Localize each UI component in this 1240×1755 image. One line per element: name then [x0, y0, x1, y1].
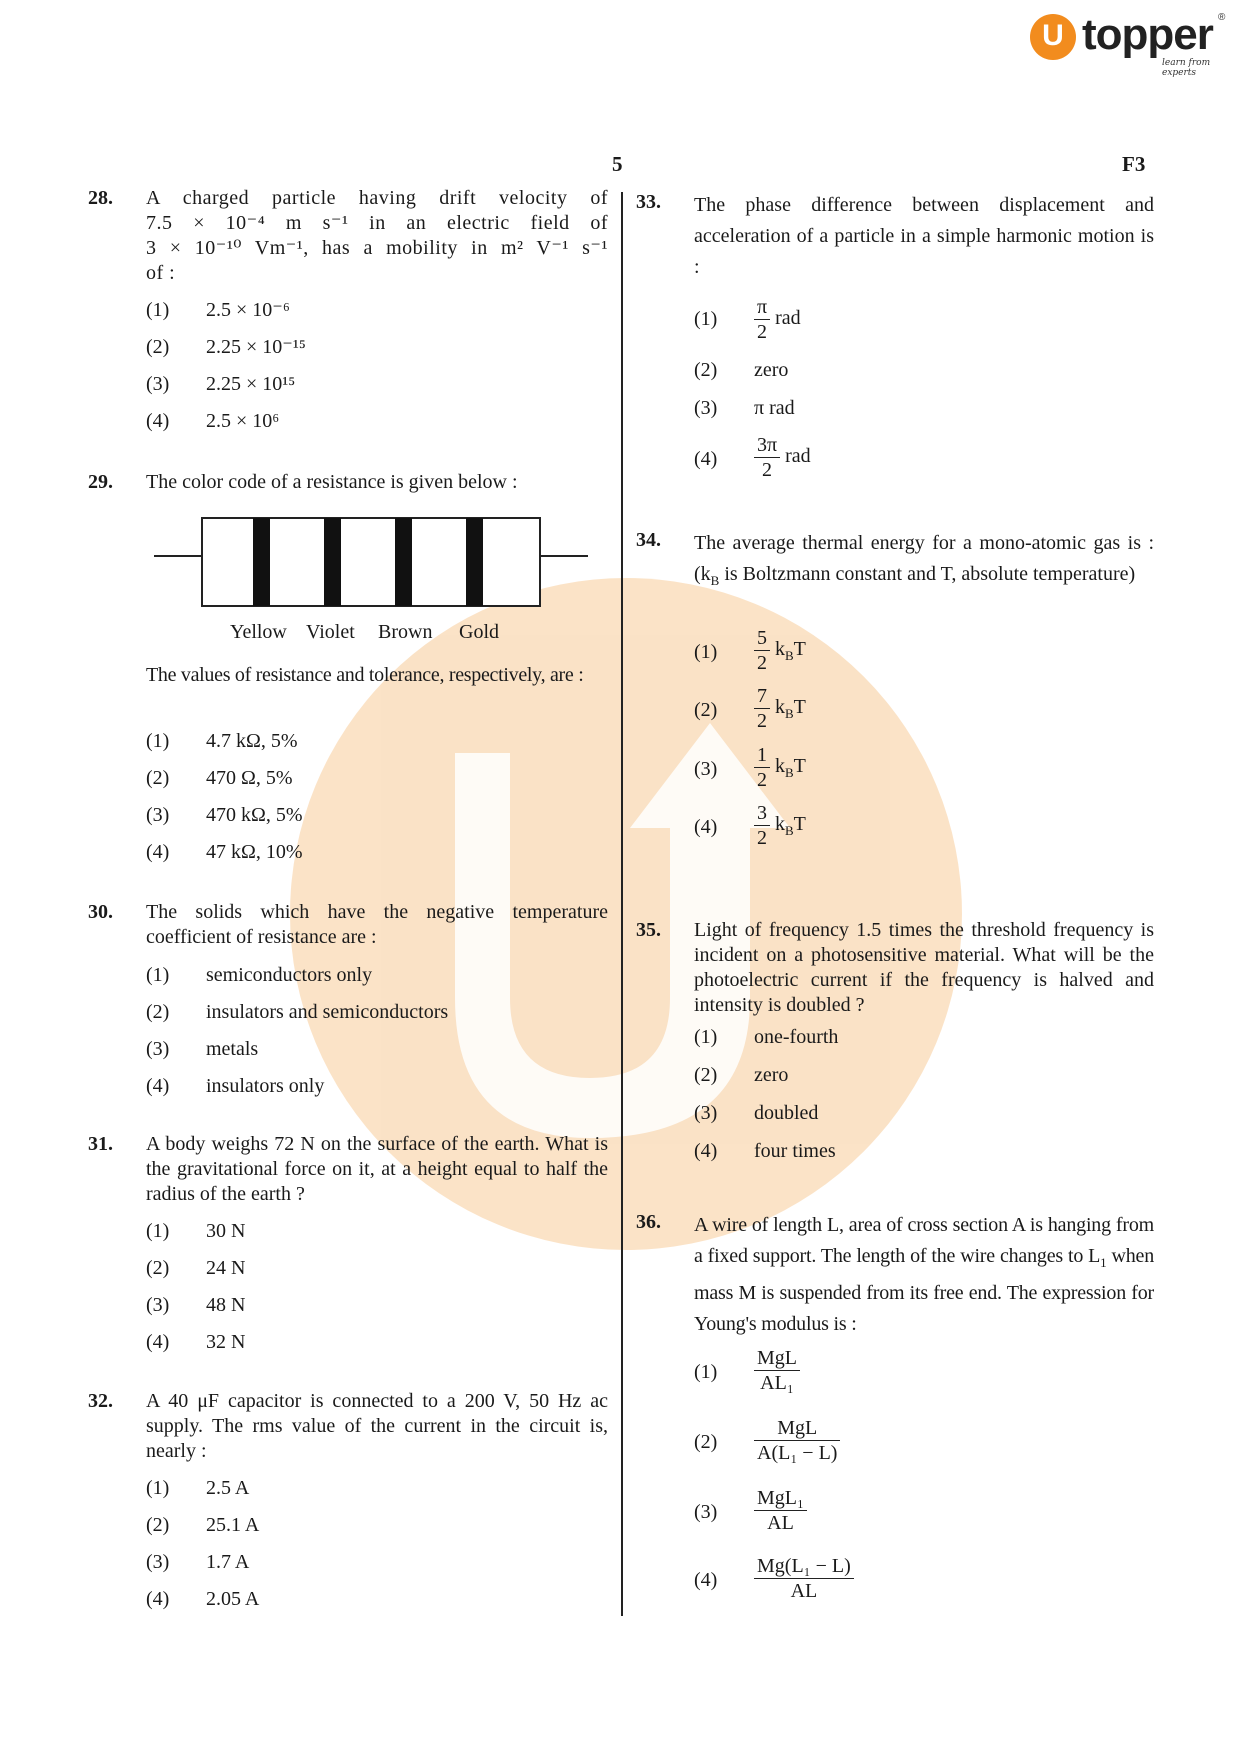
question-text: The color code of a resistance is given below : — [146, 471, 518, 493]
unit: k — [775, 696, 785, 719]
fraction — [754, 1416, 840, 1465]
fraction-denominator: AL — [790, 1580, 818, 1602]
option-value — [754, 1554, 854, 1603]
question-number: 28. — [88, 187, 113, 209]
option-value: metals — [206, 1038, 259, 1060]
question-text: The solids which have the negative temperature coefficient of resistance are : — [146, 901, 608, 948]
option-label: (1) — [146, 1220, 170, 1242]
option-label: (1) — [146, 1477, 170, 1499]
question-30 — [88, 900, 608, 1100]
fraction-numerator: π — [754, 295, 770, 320]
question-subtext: The values of resistance and tolerance, respectively, are : — [146, 664, 584, 686]
column-divider — [621, 192, 623, 1616]
band-label-gold: Gold — [459, 621, 499, 643]
subscript: 1 — [1100, 1255, 1107, 1270]
option-value: zero — [754, 1064, 789, 1086]
option-label: (3) — [146, 373, 170, 395]
logo-registered-mark: ® — [1218, 12, 1226, 23]
option-label: (1) — [694, 641, 718, 663]
option-label: (4) — [146, 1075, 170, 1097]
option-label: (4) — [694, 1140, 718, 1162]
subscript: B — [785, 765, 794, 781]
unit: T — [793, 755, 806, 778]
fraction — [754, 1486, 807, 1535]
fraction-numerator: MgL₁ — [754, 1486, 807, 1511]
fraction-denominator: AL — [767, 1512, 794, 1534]
fraction-numerator: 5 — [754, 626, 770, 651]
question-text-part: when mass M is suspended from its free end. The expression for Young's modulus is : — [694, 1245, 1154, 1335]
option-value: four times — [754, 1140, 836, 1162]
unit: k — [775, 813, 785, 836]
question-text — [146, 186, 608, 286]
option-label: (2) — [146, 1001, 170, 1023]
option-label: (2) — [146, 767, 170, 789]
option-value: 47 kΩ, 10% — [206, 841, 303, 863]
option-label: (1) — [694, 1361, 718, 1383]
question-number: 34. — [636, 529, 661, 551]
option-value — [754, 1346, 800, 1395]
question-number: 31. — [88, 1133, 113, 1155]
fraction-denominator: 2 — [757, 321, 768, 343]
question-29 — [88, 470, 608, 870]
question-31 — [88, 1132, 608, 1352]
logo-tagline: learn from experts — [1162, 58, 1211, 78]
option-value: 30 N — [206, 1220, 246, 1242]
option-value: insulators only — [206, 1075, 325, 1097]
question-33 — [636, 190, 1156, 490]
option-value — [754, 1416, 840, 1465]
question-text-part: A wire of length L, area of cross section A is hanging from a fixed support. The length of the wire changes to L — [694, 1214, 1154, 1267]
option-label: (3) — [146, 1038, 170, 1060]
question-text: Light of frequency 1.5 times the threshold frequency is incident on a photosensitive material. What will be the photoelectric current if the frequency is halved and intensity is doubled ? — [694, 919, 1154, 1016]
option-value — [754, 433, 811, 482]
option-label: (3) — [694, 758, 718, 780]
paper-code: F3 — [1122, 152, 1146, 176]
option-label: (4) — [694, 816, 718, 838]
fraction-numerator: 1 — [754, 743, 770, 768]
question-text — [694, 1210, 1154, 1340]
option-value: 2.05 A — [206, 1588, 260, 1610]
unit: rad — [775, 307, 801, 330]
fraction — [754, 626, 770, 675]
fraction-numerator: Mg(L₁ − L) — [754, 1554, 854, 1579]
fraction — [754, 295, 770, 344]
option-label: (3) — [146, 804, 170, 826]
question-text: A body weighs 72 N on the surface of the earth. What is the gravitational force on it, at a height equal to half the radius of the earth ? — [146, 1133, 608, 1205]
option-value: 2.25 × 10⁻¹⁵ — [206, 336, 306, 358]
question-number: 33. — [636, 191, 661, 213]
option-value: 2.5 × 10⁶ — [206, 410, 280, 432]
question-number: 29. — [88, 471, 113, 493]
option-value: 470 Ω, 5% — [206, 767, 293, 789]
option-value — [754, 801, 806, 850]
option-label: (3) — [146, 1551, 170, 1573]
question-35 — [636, 918, 1156, 1188]
fraction-denominator: A(L₁ − L) — [757, 1442, 838, 1464]
resistor-diagram — [154, 510, 594, 610]
option-value: 2.25 × 10¹⁵ — [206, 373, 296, 395]
unit: T — [793, 638, 806, 661]
fraction-numerator: 3π — [754, 433, 780, 458]
question-number: 36. — [636, 1211, 661, 1233]
question-text: The phase difference between displacement and acceleration of a particle in a simple harmonic motion is : — [694, 194, 1154, 278]
fraction-numerator: 7 — [754, 684, 770, 709]
subscript: B — [710, 573, 720, 588]
option-value: insulators and semiconductors — [206, 1001, 449, 1023]
band-label-violet: Violet — [306, 621, 355, 643]
option-label: (2) — [694, 699, 718, 721]
option-value: 2.5 × 10⁻⁶ — [206, 299, 290, 321]
option-value: π rad — [754, 397, 795, 419]
question-text-line: 7.5 × 10⁻⁴ m s⁻¹ in an electric field of — [146, 212, 608, 234]
option-label: (1) — [694, 1026, 718, 1048]
unit: T — [793, 696, 806, 719]
unit: T — [793, 813, 806, 836]
question-text-line: A charged particle having drift velocity of — [146, 187, 608, 209]
fraction — [754, 801, 770, 850]
option-label: (4) — [146, 1588, 170, 1610]
option-value — [754, 684, 806, 733]
question-number: 30. — [88, 901, 113, 923]
question-32 — [88, 1389, 608, 1619]
question-34 — [636, 528, 1156, 868]
option-value: 4.7 kΩ, 5% — [206, 730, 298, 752]
option-label: (2) — [146, 336, 170, 358]
fraction — [754, 1554, 854, 1603]
fraction-denominator: 2 — [757, 652, 767, 674]
option-value: one-fourth — [754, 1026, 839, 1048]
page-number: 5 — [612, 152, 623, 176]
option-value: 32 N — [206, 1331, 246, 1353]
fraction — [754, 1346, 800, 1395]
option-label: (3) — [694, 1501, 718, 1523]
question-number: 32. — [88, 1390, 113, 1412]
question-28 — [88, 186, 608, 432]
option-label: (4) — [694, 448, 718, 470]
question-text-line: 3 × 10⁻¹⁰ Vm⁻¹, has a mobility in m² V⁻¹ s⁻¹ — [146, 237, 608, 259]
question-text-part: is Boltzmann constant and T, absolute temperature) — [719, 563, 1136, 585]
question-text-part: The average thermal energy for a mono-atomic gas is : (k — [694, 532, 1154, 585]
option-label: (4) — [146, 410, 170, 432]
unit: k — [775, 755, 785, 778]
brand-logo — [1030, 10, 1230, 78]
unit: rad — [785, 445, 811, 468]
fraction-numerator: MgL — [754, 1346, 800, 1371]
option-value: 2.5 A — [206, 1477, 250, 1499]
fraction-denominator: 2 — [757, 769, 767, 791]
option-label: (4) — [146, 841, 170, 863]
option-value: doubled — [754, 1102, 819, 1124]
option-value: 48 N — [206, 1294, 246, 1316]
fraction-denominator: AL₁ — [760, 1372, 794, 1394]
option-label: (2) — [694, 1431, 718, 1453]
option-label: (1) — [146, 964, 170, 986]
band-label-yellow: Yellow — [230, 621, 287, 643]
option-value: 24 N — [206, 1257, 246, 1279]
option-value — [754, 743, 806, 792]
subscript: B — [785, 823, 794, 839]
question-number: 35. — [636, 919, 661, 941]
option-label: (2) — [146, 1514, 170, 1536]
option-value: 1.7 A — [206, 1551, 250, 1573]
option-label: (1) — [146, 730, 170, 752]
unit: k — [775, 638, 785, 661]
option-label: (2) — [694, 1064, 718, 1086]
logo-u-icon: U — [1030, 14, 1076, 60]
fraction-denominator: 2 — [757, 710, 767, 732]
logo-name: topper — [1082, 10, 1213, 59]
option-label: (4) — [146, 1331, 170, 1353]
question-36 — [636, 1210, 1156, 1630]
fraction — [754, 684, 770, 733]
question-text: A 40 μF capacitor is connected to a 200 V, 50 Hz ac supply. The rms value of the current in the circuit is, nearly : — [146, 1390, 608, 1462]
option-value: zero — [754, 359, 789, 381]
option-label: (1) — [146, 299, 170, 321]
question-text-line: of : — [146, 262, 176, 284]
fraction — [754, 743, 770, 792]
option-label: (2) — [146, 1257, 170, 1279]
option-label: (3) — [694, 1102, 718, 1124]
option-label: (1) — [694, 308, 718, 330]
option-value — [754, 1486, 807, 1535]
option-label: (4) — [694, 1569, 718, 1591]
question-text — [694, 528, 1154, 596]
subscript: B — [785, 648, 794, 664]
fraction-numerator: 3 — [754, 801, 770, 826]
option-label: (3) — [146, 1294, 170, 1316]
option-value — [754, 626, 806, 675]
option-value — [754, 295, 801, 344]
option-label: (3) — [694, 397, 718, 419]
fraction-denominator: 2 — [762, 459, 773, 481]
option-label: (2) — [694, 359, 718, 381]
fraction-numerator: MgL — [754, 1416, 840, 1441]
fraction — [754, 433, 780, 482]
fraction-denominator: 2 — [757, 827, 767, 849]
option-value: 25.1 A — [206, 1514, 260, 1536]
option-value: 470 kΩ, 5% — [206, 804, 303, 826]
subscript: B — [785, 706, 794, 722]
option-value: semiconductors only — [206, 964, 373, 986]
band-label-brown: Brown — [378, 621, 433, 643]
